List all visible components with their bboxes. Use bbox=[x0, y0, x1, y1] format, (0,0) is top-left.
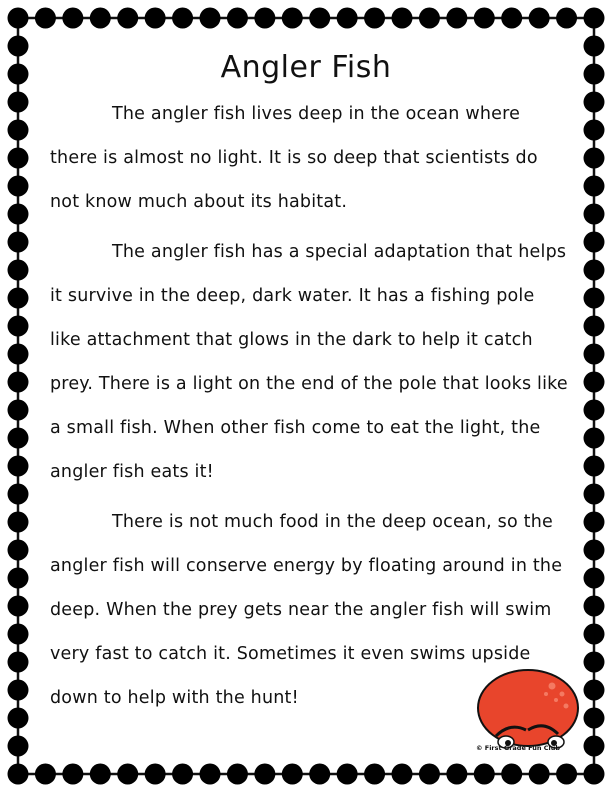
border-dot bbox=[584, 316, 605, 337]
border-dot bbox=[282, 8, 303, 29]
border-dot bbox=[145, 8, 166, 29]
border-dot bbox=[117, 8, 138, 29]
border-dot bbox=[584, 400, 605, 421]
border-dot bbox=[446, 8, 467, 29]
border-dot bbox=[501, 8, 522, 29]
border-dot bbox=[584, 764, 605, 785]
border-dot bbox=[8, 204, 29, 225]
border-dot bbox=[227, 764, 248, 785]
border-dot bbox=[392, 8, 413, 29]
paragraph-1-text: The angler fish lives deep in the ocean where there is almost no light. It is so deep that scientists do not know much about its habitat. bbox=[50, 104, 538, 212]
border-dot bbox=[584, 204, 605, 225]
border-dot bbox=[8, 736, 29, 757]
copyright-text: © First Grade Fun Club bbox=[476, 744, 561, 752]
border-dot bbox=[474, 764, 495, 785]
border-dot bbox=[584, 232, 605, 253]
border-dot bbox=[584, 456, 605, 477]
border-dot bbox=[584, 148, 605, 169]
paragraph-3-text: There is not much food in the deep ocean, so the angler fish will conserve energy by floating around in the deep. When the prey gets near the angler fish will swim very fast to catch it. Sometimes it even swims upside down to help with the hunt! bbox=[50, 512, 563, 708]
border-dot bbox=[8, 652, 29, 673]
border-dot bbox=[584, 736, 605, 757]
red-fish-clipart-icon bbox=[466, 664, 586, 754]
border-dot bbox=[8, 708, 29, 729]
border-dot bbox=[419, 764, 440, 785]
paragraph-2 bbox=[50, 230, 570, 494]
border-dot bbox=[227, 8, 248, 29]
border-dot bbox=[90, 8, 111, 29]
border-dot bbox=[35, 8, 56, 29]
border-dot bbox=[584, 344, 605, 365]
border-dot bbox=[8, 176, 29, 197]
border-dot bbox=[556, 8, 577, 29]
paragraph-1 bbox=[50, 92, 570, 224]
border-dot bbox=[419, 8, 440, 29]
border-dot bbox=[8, 568, 29, 589]
paragraph-2-text: The angler fish has a special adaptation that helps it survive in the deep, dark water. It has a fishing pole like attachment that glows in the dark to help it catch prey. There is a light on the end of the pole that looks like a small fish. When other fish come to eat the light, the angler fish eats it! bbox=[50, 242, 568, 482]
border-dot bbox=[200, 8, 221, 29]
border-dot bbox=[529, 8, 550, 29]
border-dot bbox=[8, 120, 29, 141]
border-dot bbox=[8, 400, 29, 421]
border-dot bbox=[8, 512, 29, 533]
border-dot bbox=[584, 540, 605, 561]
border-dot bbox=[529, 764, 550, 785]
border-dot bbox=[584, 176, 605, 197]
border-dot bbox=[337, 8, 358, 29]
border-dot bbox=[8, 288, 29, 309]
border-dot bbox=[35, 764, 56, 785]
border-dot bbox=[8, 232, 29, 253]
border-dot bbox=[584, 680, 605, 701]
border-dot bbox=[62, 764, 83, 785]
border-dot bbox=[90, 764, 111, 785]
border-dot bbox=[8, 540, 29, 561]
border-dot bbox=[145, 764, 166, 785]
border-dot bbox=[364, 8, 385, 29]
border-dot bbox=[392, 764, 413, 785]
border-dot bbox=[8, 764, 29, 785]
border-dot bbox=[172, 8, 193, 29]
border-dot bbox=[584, 596, 605, 617]
border-dot bbox=[584, 120, 605, 141]
border-dot bbox=[584, 624, 605, 645]
border-dot bbox=[337, 764, 358, 785]
border-dot bbox=[309, 764, 330, 785]
border-dot bbox=[254, 8, 275, 29]
border-dot bbox=[8, 428, 29, 449]
border-dot bbox=[584, 512, 605, 533]
border-dot bbox=[584, 92, 605, 113]
border-dot bbox=[584, 708, 605, 729]
border-dot bbox=[254, 764, 275, 785]
border-dot bbox=[200, 764, 221, 785]
border-dot bbox=[8, 456, 29, 477]
border-dot bbox=[172, 764, 193, 785]
border-dot bbox=[584, 568, 605, 589]
border-dot bbox=[8, 316, 29, 337]
border-dot bbox=[8, 8, 29, 29]
page-title: Angler Fish bbox=[220, 50, 392, 85]
border-dot bbox=[62, 8, 83, 29]
border-dot bbox=[8, 624, 29, 645]
border-dot bbox=[474, 8, 495, 29]
border-dot bbox=[8, 148, 29, 169]
border-dot bbox=[8, 92, 29, 113]
border-dot bbox=[8, 260, 29, 281]
border-dot bbox=[8, 344, 29, 365]
border-dot bbox=[584, 288, 605, 309]
border-dot bbox=[584, 484, 605, 505]
border-dot bbox=[584, 260, 605, 281]
border-dot bbox=[309, 8, 330, 29]
border-dot bbox=[364, 764, 385, 785]
border-dot bbox=[556, 764, 577, 785]
border-dot bbox=[8, 680, 29, 701]
border-dot bbox=[117, 764, 138, 785]
border-dot bbox=[584, 428, 605, 449]
border-dot bbox=[584, 372, 605, 393]
border-dot bbox=[446, 764, 467, 785]
border-dot bbox=[8, 484, 29, 505]
border-dot bbox=[8, 596, 29, 617]
border-dot bbox=[501, 764, 522, 785]
border-dot bbox=[584, 8, 605, 29]
border-dot bbox=[282, 764, 303, 785]
border-dot bbox=[8, 372, 29, 393]
border-dot bbox=[584, 652, 605, 673]
